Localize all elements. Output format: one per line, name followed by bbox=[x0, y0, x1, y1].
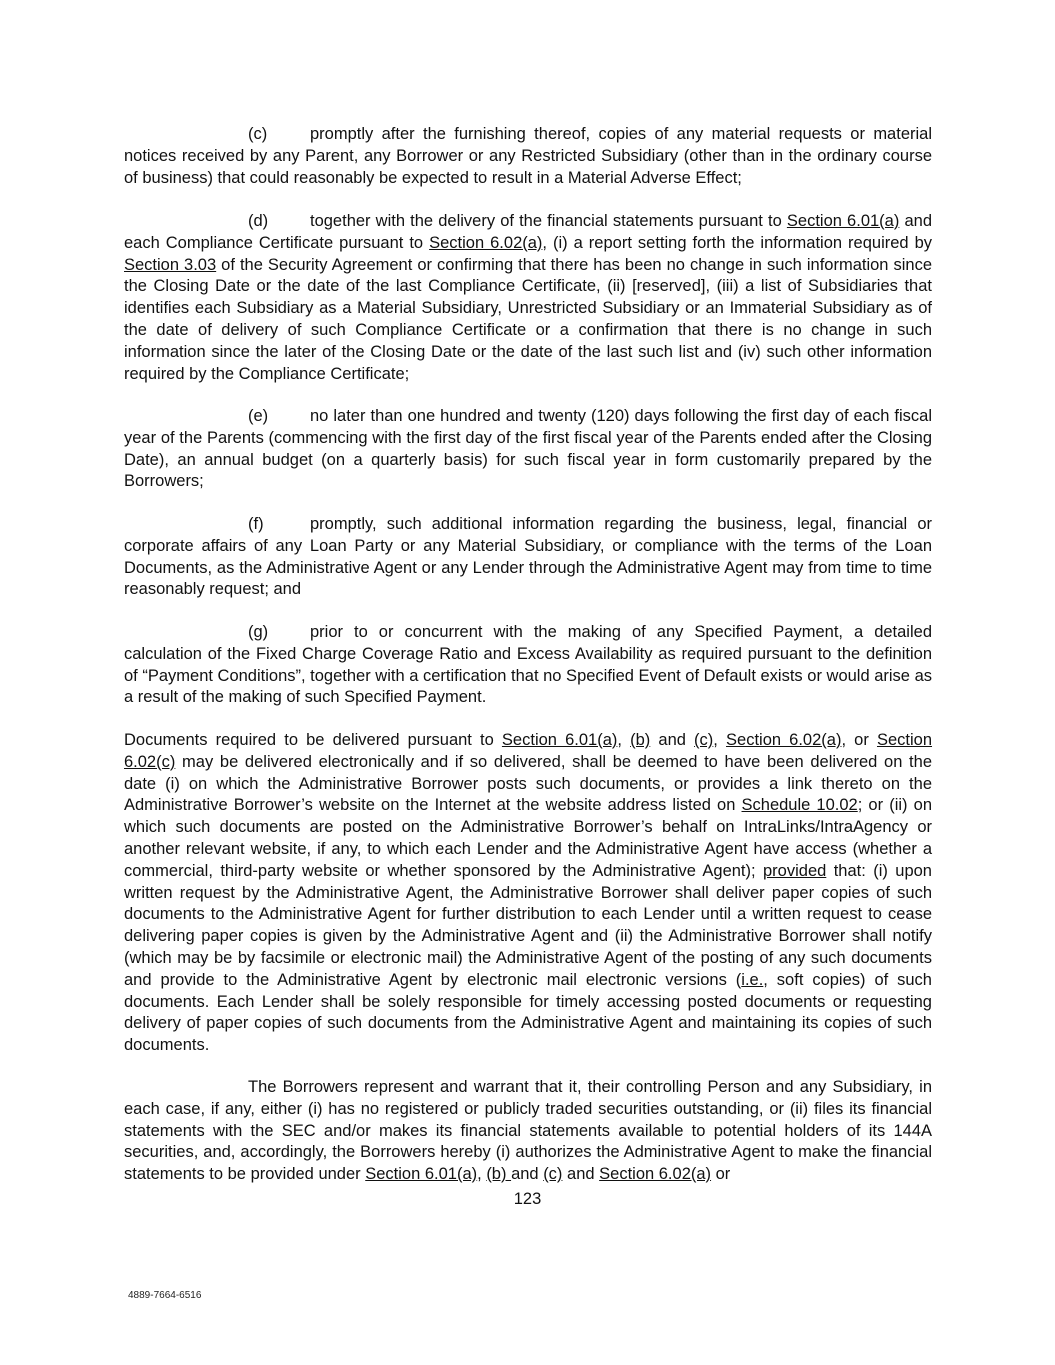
clause-marker: (c) bbox=[248, 125, 268, 143]
paragraph-text: , bbox=[477, 1165, 487, 1184]
clause-marker: (d) bbox=[248, 212, 269, 230]
paragraph-text: that: (i) upon written request by the Administrative Agent, the Administrative Borrower shall deliver paper copies of such documents to the Administrative Agent for further distribution to each Lender until a written request to cease delivering paper copies is given by the Administrative Agent and (ii) the Administrative Borrower shall notify (which may be by facsimile or electronic mail) the Administrative Agent of the posting of any such documents and provide to the Administrative Agent by electronic mail electronic versions ( bbox=[124, 861, 932, 989]
document-id: 4889-7664-6516 bbox=[128, 1290, 202, 1301]
clause-f bbox=[124, 514, 932, 601]
ie-term: i.e. bbox=[741, 970, 764, 989]
paragraph-text: and bbox=[650, 731, 695, 749]
paragraph-text: The Borrowers represent and warrant that it, their controlling Person and any Subsidiary, in each case, if any, either (i) has no registered or publicly traded securities outstanding, or (ii) files its financial statements with the SEC and/or makes its financial statements available to potential holders of its 144A securities, and, accordingly, the Borrowers hereby (i) authorizes the Administrative Agent to make the financial statements to be provided under bbox=[124, 1078, 932, 1184]
clause-c bbox=[124, 124, 932, 189]
schedule-reference: Schedule 10.02 bbox=[741, 796, 858, 815]
section-reference: Section 6.02(a) bbox=[599, 1165, 712, 1184]
page-number: 123 bbox=[513, 1190, 542, 1208]
clause-text: together with the delivery of the financial statements pursuant to bbox=[310, 212, 787, 230]
section-reference: Section 6.01(a) bbox=[365, 1165, 478, 1184]
section-reference: Section 6.02(a) bbox=[726, 731, 842, 749]
clause-marker: (f) bbox=[248, 515, 264, 533]
clause-text: of the Security Agreement or confirming that there has been no change in such information since the Closing Date or the date of the last Compliance Certificate, (ii) [reserved], (iii) a list of Subsidiaries that identifies each Subsidiary as a Material Subsidiary, Unrestricted Subsidiary or an Immaterial Subsidiary as of the date of delivery of such Compliance Certificate or a confirmation that there is no change in such information since the later of the Closing Date or the date of the last such list and (iv) such other information required by the Compliance Certificate; bbox=[124, 255, 933, 383]
clause-text: , (i) a report setting forth the information required by bbox=[542, 233, 932, 252]
section-reference: Section 6.02(a) bbox=[429, 233, 543, 252]
section-reference: (b) bbox=[630, 731, 651, 749]
paragraph-text: or bbox=[711, 1165, 731, 1184]
section-reference: Section 6.01(a) bbox=[786, 212, 900, 230]
paragraph-text: and bbox=[562, 1165, 600, 1184]
section-reference: (c) bbox=[694, 731, 714, 749]
paragraph-text: may be delivered electronically and if so delivered, shall be deemed to have been delivered on the date (i) on which the Administrative Borrower posts such documents, or provides a link thereto on the Administrative Borrower’s website on the Internet at the website address listed on bbox=[124, 752, 932, 815]
clause-text: and each Compliance Certificate pursuant to bbox=[124, 212, 933, 252]
clause-text: no later than one hundred and twenty (120) days following the first day of each fiscal year of the Parents (commencing with the first day of the first fiscal year of the Parents ended after the Closing Date), an annual budget (on a quarterly basis) for such fiscal year in form customarily prepared by the Borrowers; bbox=[124, 407, 932, 491]
paragraph-text: , soft copies) of such documents. Each Lender shall be solely responsible for timely accessing posted documents or requesting delivery of paper copies of such documents from the Administrative Agent and maintaining its copies of such documents. bbox=[124, 970, 932, 1055]
clause-d bbox=[124, 211, 932, 385]
clause-g bbox=[124, 622, 932, 709]
section-reference: Section 3.03 bbox=[124, 255, 217, 274]
documents-paragraph bbox=[124, 730, 932, 1057]
clause-text: prior to or concurrent with the making of any Specified Payment, a detailed calculation of the Fixed Charge Coverage Ratio and Excess Availability as required pursuant to the definition of “Payment Conditions”, together with a certification that no Specified Event of Default exists or would arise as a result of the making of such Specified Payment. bbox=[124, 623, 932, 707]
section-reference: (b) bbox=[486, 1165, 512, 1184]
section-reference: Section 6.02(c) bbox=[124, 731, 933, 771]
paragraph-text: ; or (ii) on which such documents are posted on the Administrative Borrower’s behalf on IntraLinks/IntraAgency or another relevant website, if any, to which each Lender and the Administrative Agent have access (whether a commercial, third-party website or whether sponsored by the Administrative Agent); bbox=[124, 796, 932, 880]
clause-text: promptly, such additional information regarding the business, legal, financial or corporate affairs of any Loan Party or any Material Subsidiary, or compliance with the terms of the Loan Documents, as the Administrative Agent or any Lender through the Administrative Agent may from time to time reasonably request; and bbox=[124, 515, 932, 599]
clause-marker: (g) bbox=[248, 623, 269, 641]
clause-e bbox=[124, 406, 932, 493]
paragraph-text: , bbox=[617, 731, 631, 749]
borrowers-paragraph bbox=[124, 1077, 932, 1186]
section-reference: Section 6.01(a) bbox=[501, 731, 618, 749]
clause-marker: (e) bbox=[248, 407, 269, 425]
paragraph-text: , or bbox=[841, 731, 877, 749]
provided-term: provided bbox=[763, 861, 827, 880]
paragraph-text: and bbox=[511, 1165, 544, 1184]
paragraph-text: Documents required to be delivered pursuant to bbox=[124, 731, 502, 749]
paragraph-text: , bbox=[713, 731, 727, 749]
section-reference: (c) bbox=[543, 1165, 563, 1184]
clause-text: promptly after the furnishing thereof, copies of any material requests or material notices received by any Parent, any Borrower or any Restricted Subsidiary (other than in the ordinary course of business) that could reasonably be expected to result in a Material Adverse Effect; bbox=[124, 125, 932, 187]
